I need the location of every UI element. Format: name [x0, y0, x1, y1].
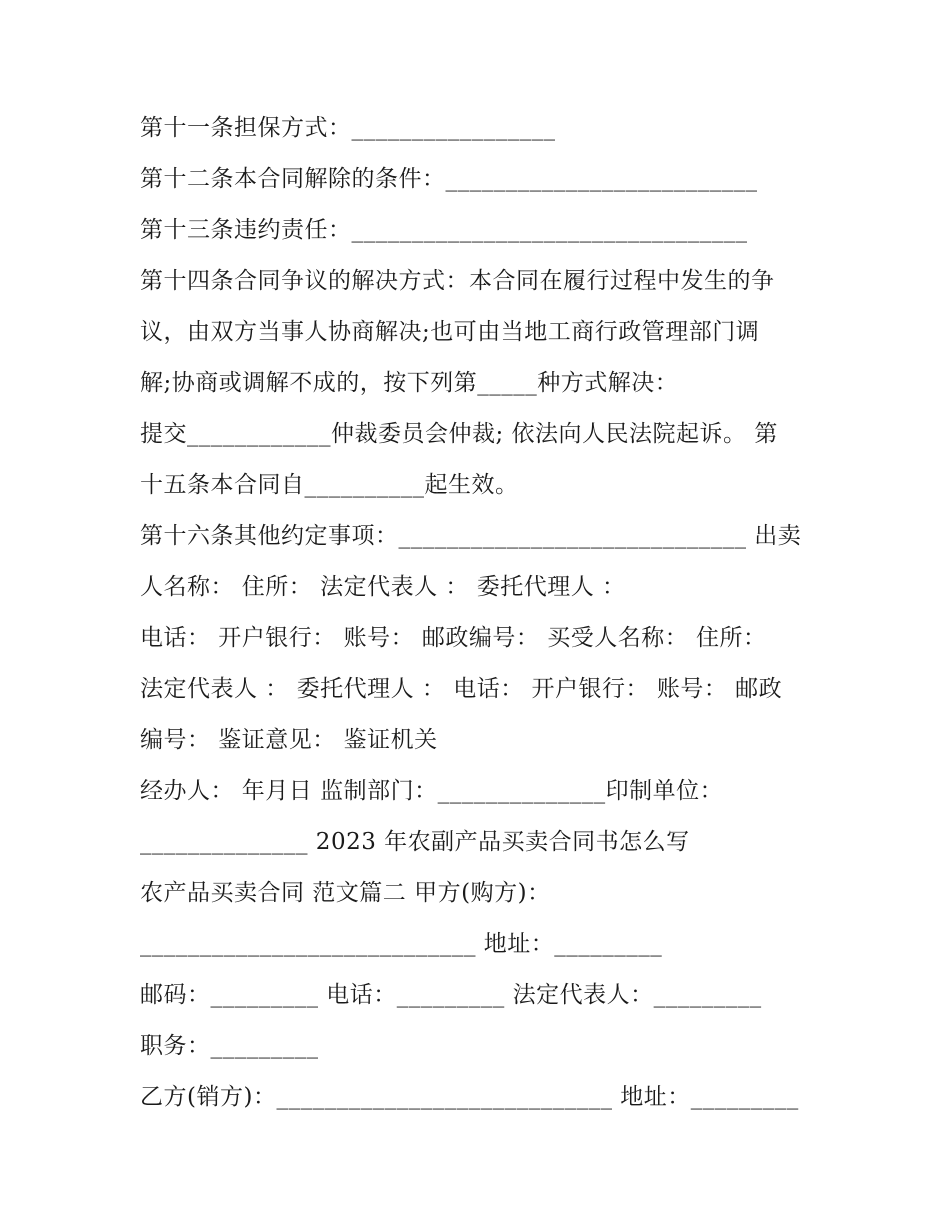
text-line-15 — [140, 817, 820, 868]
text-line-10 — [140, 562, 820, 613]
text-line-17-content: ____________________________ 地址：_________ — [140, 931, 663, 957]
text-line-3-content: 第十三条违约责任：_________________________________ — [140, 217, 748, 243]
text-line-19-content: 职务：_________ — [140, 1033, 319, 1059]
text-line-14-content: 经办人： 年月日 监制部门：______________印制单位： — [140, 778, 724, 804]
text-line-11 — [140, 613, 820, 664]
text-line-20-content: 乙方(销方)：____________________________ 地址：_________ — [140, 1084, 799, 1110]
text-line-12-content: 法定代表人 ： 委托代理人 ： 电话： 开户银行： 账号： 邮政 — [140, 676, 783, 702]
text-line-2-content: 第十二条本合同解除的条件：__________________________ — [140, 166, 758, 192]
text-line-12 — [140, 664, 820, 715]
text-line-4 — [140, 256, 820, 307]
text-line-1 — [140, 103, 820, 154]
text-line-16-content: 农产品买卖合同 范文篇二 甲方(购方)： — [140, 880, 551, 906]
text-line-13-content: 编号： 鉴证意见： 鉴证机关 — [140, 727, 438, 753]
text-line-8-content: 十五条本合同自__________起生效。 — [140, 472, 519, 498]
text-line-6 — [140, 358, 820, 409]
text-line-15-content: ______________ 2023 年农副产品买卖合同书怎么写 — [140, 829, 690, 855]
text-line-17 — [140, 919, 820, 970]
text-line-7 — [140, 409, 820, 460]
text-line-5 — [140, 307, 820, 358]
text-line-7-content: 提交____________仲裁委员会仲裁; 依法向人民法院起诉。 第 — [140, 421, 778, 447]
text-line-20 — [140, 1072, 820, 1123]
document-page — [140, 103, 820, 1123]
text-line-2 — [140, 154, 820, 205]
text-line-18-content: 邮码：_________ 电话：_________ 法定代表人：_________ — [140, 982, 762, 1008]
text-line-10-content: 人名称： 住所： 法定代表人 ： 委托代理人 ： — [140, 574, 626, 600]
text-line-3 — [140, 205, 820, 256]
text-line-5-content: 议，由双方当事人协商解决;也可由当地工商行政管理部门调 — [140, 319, 760, 345]
text-line-14 — [140, 766, 820, 817]
text-line-8 — [140, 460, 820, 511]
text-line-16 — [140, 868, 820, 919]
text-line-4-content: 第十四条合同争议的解决方式：本合同在履行过程中发生的争 — [140, 268, 775, 294]
text-line-11-content: 电话： 开户银行： 账号： 邮政编号： 买受人名称： 住所： — [140, 625, 767, 651]
text-line-13 — [140, 715, 820, 766]
text-line-18 — [140, 970, 820, 1021]
text-line-6-content: 解;协商或调解不成的，按下列第_____种方式解决： — [140, 370, 679, 396]
text-line-9 — [140, 511, 820, 562]
text-line-1-content: 第十一条担保方式：_________________ — [140, 115, 556, 141]
text-line-19 — [140, 1021, 820, 1072]
text-line-9-content: 第十六条其他约定事项：_____________________________ 出卖 — [140, 523, 802, 549]
